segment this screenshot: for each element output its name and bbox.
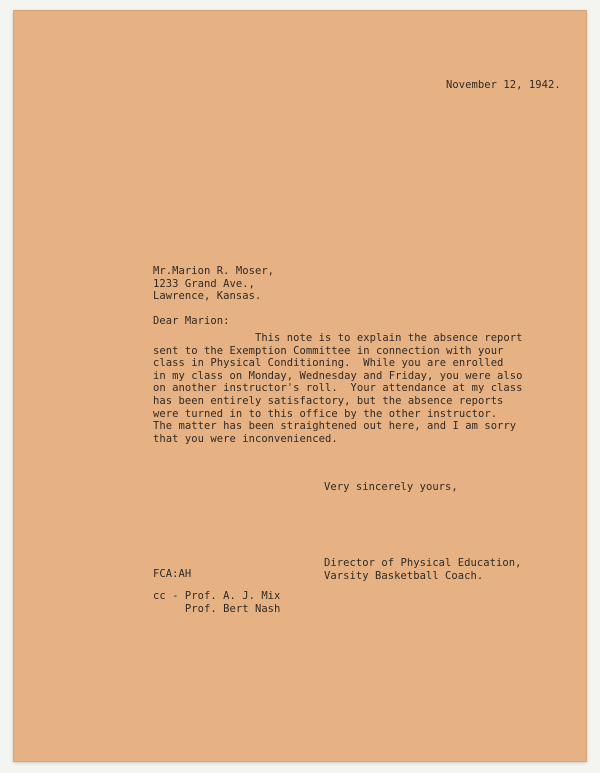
complimentary-close: Very sincerely yours,: [324, 481, 458, 493]
salutation: Dear Marion:: [153, 315, 230, 327]
carbon-copy-list: [153, 590, 280, 615]
body-line: The matter has been straightened out here, and I am sorry: [153, 420, 517, 433]
cc-line: cc - Prof. A. J. Mix: [153, 590, 281, 602]
letter-date: November 12, 1942.: [446, 79, 561, 91]
body-line: that you were inconvenienced.: [153, 432, 338, 445]
letter-page: [13, 10, 587, 762]
body-line: on another instructor's roll. Your attendance at my class: [153, 382, 523, 395]
body-line: This note is to explain the absence report: [153, 332, 523, 344]
signature-line: Varsity Basketball Coach.: [324, 569, 484, 582]
letter-body: [153, 332, 523, 445]
body-line: were turned in to this office by the other instructor.: [153, 407, 498, 420]
address-line: 1233 Grand Ave.,: [153, 277, 255, 290]
recipient-address: [153, 265, 274, 303]
body-line: class in Physical Conditioning. While you are enrolled: [153, 357, 504, 370]
body-line: in my class on Monday, Wednesday and Friday, you were also: [153, 369, 523, 382]
signature-block: [324, 557, 522, 582]
cc-line: Prof. Bert Nash: [153, 602, 281, 615]
reference-initials: FCA:AH: [153, 568, 192, 580]
address-line: Mr.Marion R. Moser,: [153, 265, 275, 277]
signature-line: Director of Physical Education,: [324, 557, 522, 569]
body-line: has been entirely satisfactory, but the absence reports: [153, 394, 504, 407]
address-line: Lawrence, Kansas.: [153, 290, 262, 303]
body-line: sent to the Exemption Committee in connection with your: [153, 344, 504, 357]
